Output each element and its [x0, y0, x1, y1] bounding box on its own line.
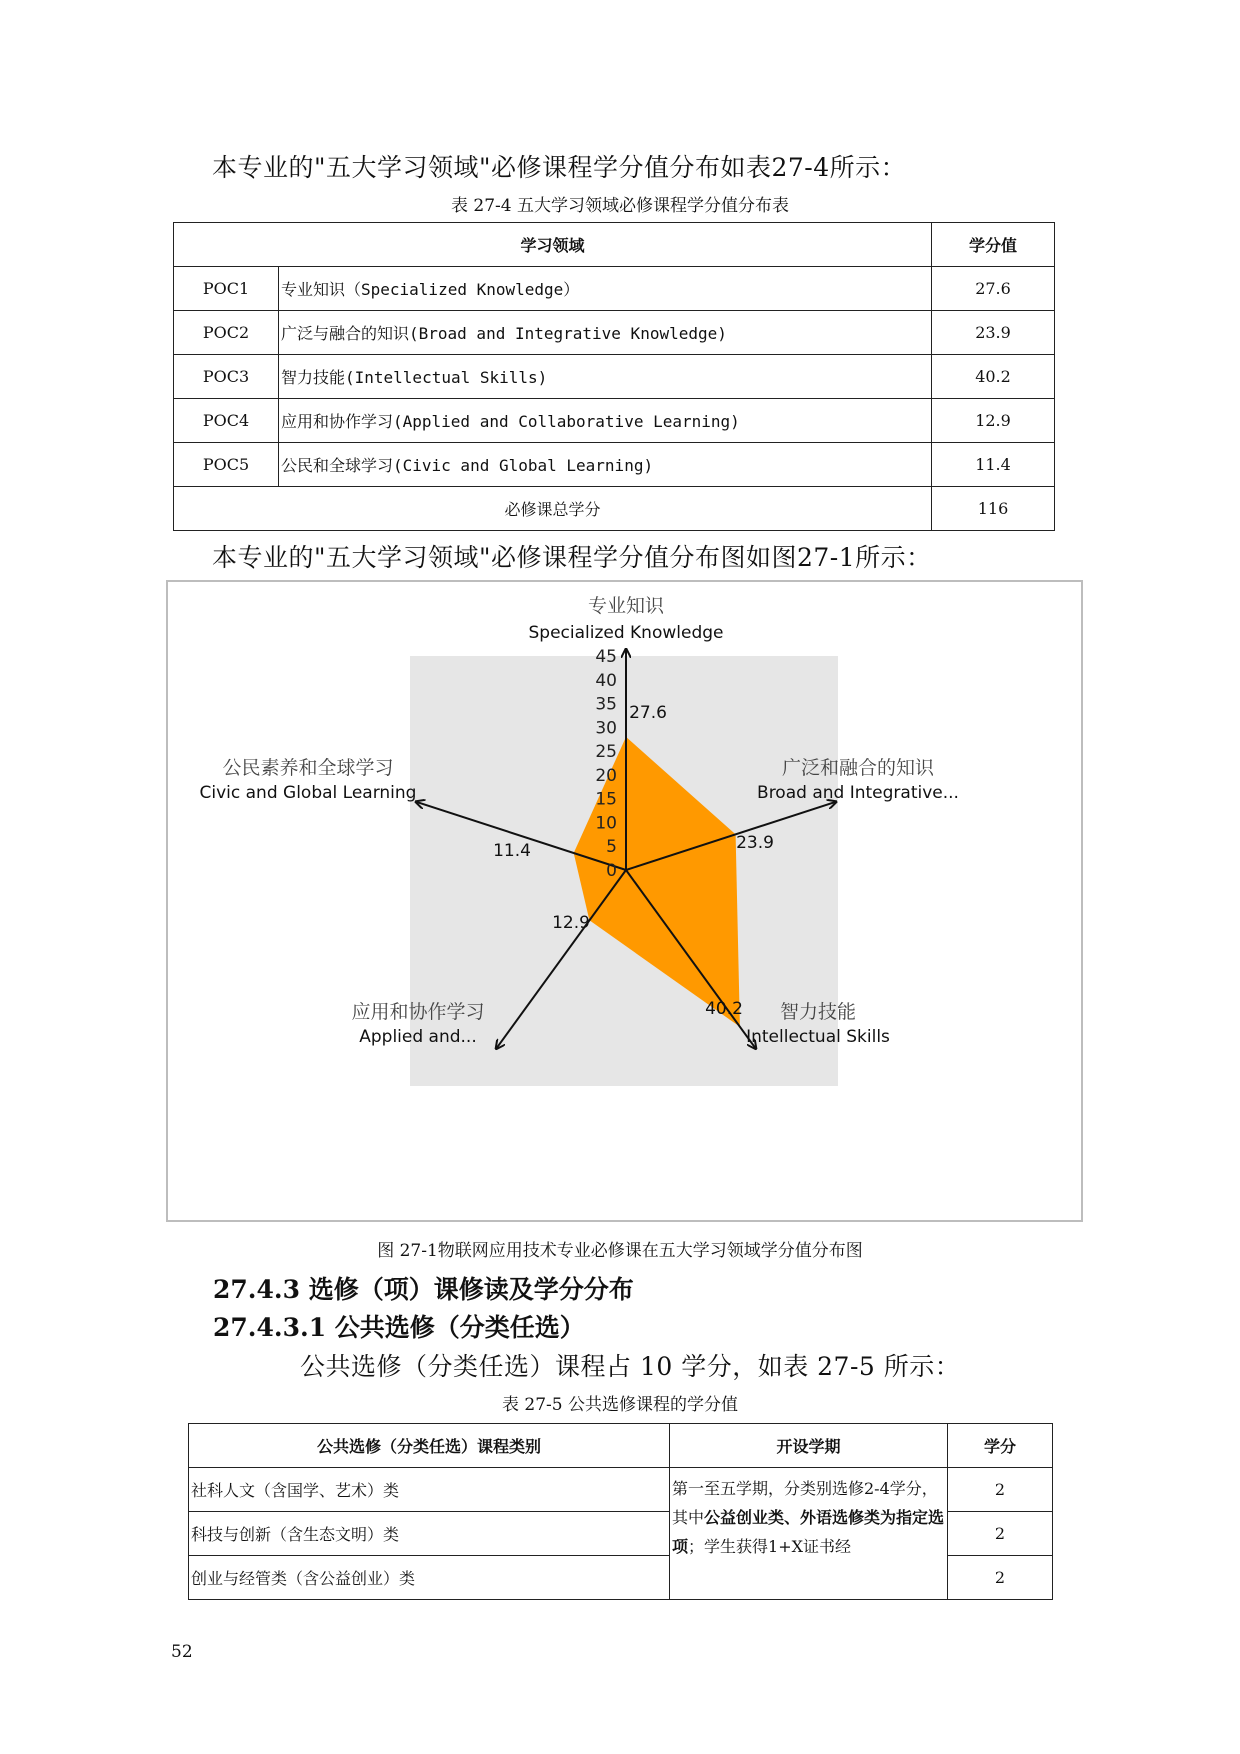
data-label: 23.9: [736, 833, 774, 853]
table-header-row: [174, 223, 1055, 267]
axis-label-en: Specialized Knowledge: [528, 623, 724, 643]
elective-credit: 2: [948, 1468, 1053, 1512]
table-row: [174, 355, 1055, 399]
elective-category: 创业与经管类（含公益创业）类: [189, 1556, 670, 1600]
table-row: [174, 399, 1055, 443]
tick-label: 20: [595, 765, 617, 786]
total-label: 必修课总学分: [174, 487, 932, 531]
header-term: 开设学期: [670, 1424, 948, 1468]
radar-chart-frame: [166, 580, 1083, 1222]
area-name: 广泛与融合的知识(Broad and Integrative Knowledge): [279, 311, 932, 355]
header-category: 公共选修（分类任选）课程类别: [189, 1424, 670, 1468]
axis-label-cn: 应用和协作学习: [351, 1001, 485, 1023]
area-name: 公民和全球学习(Civic and Global Learning): [279, 443, 932, 487]
term-text-bold: 公益创业类、外语选修类为指定选项: [672, 1508, 945, 1556]
axis-label-cn: 广泛和融合的知识: [781, 757, 935, 779]
subsection-heading: 27.4.3.1 公共选修（分类任选）: [213, 1313, 585, 1342]
area-code: POC1: [174, 267, 279, 311]
credit-distribution-table: [173, 222, 1055, 531]
intro-paragraph-3: 公共选修（分类任选）课程占 10 学分，如表 27-5 所示：: [300, 1352, 961, 1381]
radar-chart: [168, 582, 1081, 1220]
axis-label-en: Applied and...: [359, 1027, 477, 1047]
axis-label-cn: 公民素养和全球学习: [222, 757, 394, 779]
term-description: [670, 1468, 948, 1600]
tick-label: 25: [595, 742, 617, 763]
term-text-part-2: ；学生获得1+X证书经: [688, 1537, 851, 1556]
table-27-4-caption: 表 27-4 五大学习领域必修课程学分值分布表: [451, 196, 789, 216]
axis-label-cn: 专业知识: [587, 595, 665, 617]
page-number: 52: [171, 1642, 193, 1662]
tick-label: 30: [595, 718, 617, 739]
table-27-5-caption: 表 27-5 公共选修课程的学分值: [502, 1395, 738, 1415]
axis-label-en: Civic and Global Learning: [199, 783, 417, 803]
axis-label-en: Broad and Integrative...: [757, 783, 959, 803]
area-name: 专业知识（Specialized Knowledge）: [279, 267, 932, 311]
area-credit: 27.6: [932, 267, 1055, 311]
area-code: POC4: [174, 399, 279, 443]
elective-category: 科技与创新（含生态文明）类: [189, 1512, 670, 1556]
tick-label: 10: [595, 813, 617, 834]
area-credit: 11.4: [932, 443, 1055, 487]
area-name: 应用和协作学习(Applied and Collaborative Learning): [279, 399, 932, 443]
axis-label-cn: 智力技能: [779, 1001, 857, 1023]
axis-label-en: Intellectual Skills: [746, 1027, 890, 1047]
data-label: 11.4: [493, 841, 531, 861]
data-label: 40.2: [705, 999, 743, 1019]
table-row: [174, 267, 1055, 311]
term-text-part-1: 第一至五学期，分类别选修2-4学分，其中: [672, 1479, 938, 1527]
area-credit: 12.9: [932, 399, 1055, 443]
tick-label: 40: [595, 670, 617, 691]
area-name: 智力技能(Intellectual Skills): [279, 355, 932, 399]
total-value: 116: [932, 487, 1055, 531]
figure-caption: 图 27-1物联网应用技术专业必修课在五大学习领域学分值分布图: [377, 1241, 863, 1261]
data-label: 27.6: [629, 703, 667, 723]
tick-label: 0: [606, 861, 617, 881]
table-header-row: [189, 1424, 1053, 1468]
section-heading: 27.4.3 选修（项）课修读及学分分布: [213, 1275, 634, 1304]
total-row: [174, 487, 1055, 531]
header-credit: 学分: [948, 1424, 1053, 1468]
area-code: POC2: [174, 311, 279, 355]
area-credit: 40.2: [932, 355, 1055, 399]
intro-paragraph-2: 本专业的"五大学习领域"必修课程学分值分布图如图27-1所示：: [212, 543, 932, 572]
header-credit-value: 学分值: [932, 223, 1055, 267]
data-label: 12.9: [552, 913, 590, 933]
elective-credit: 2: [948, 1512, 1053, 1556]
public-elective-table: [188, 1423, 1053, 1600]
header-learning-area: 学习领域: [174, 223, 932, 267]
table-row: [174, 443, 1055, 487]
area-code: POC5: [174, 443, 279, 487]
table-row: [174, 311, 1055, 355]
area-credit: 23.9: [932, 311, 1055, 355]
tick-label: 15: [595, 789, 617, 810]
tick-label: 35: [595, 694, 617, 715]
tick-label: 5: [606, 837, 617, 858]
intro-paragraph-1: 本专业的"五大学习领域"必修课程学分值分布如表27-4所示：: [212, 153, 907, 182]
tick-label: 45: [595, 647, 617, 667]
elective-category: 社科人文（含国学、艺术）类: [189, 1468, 670, 1512]
table-row: [189, 1468, 1053, 1512]
elective-credit: 2: [948, 1556, 1053, 1600]
area-code: POC3: [174, 355, 279, 399]
